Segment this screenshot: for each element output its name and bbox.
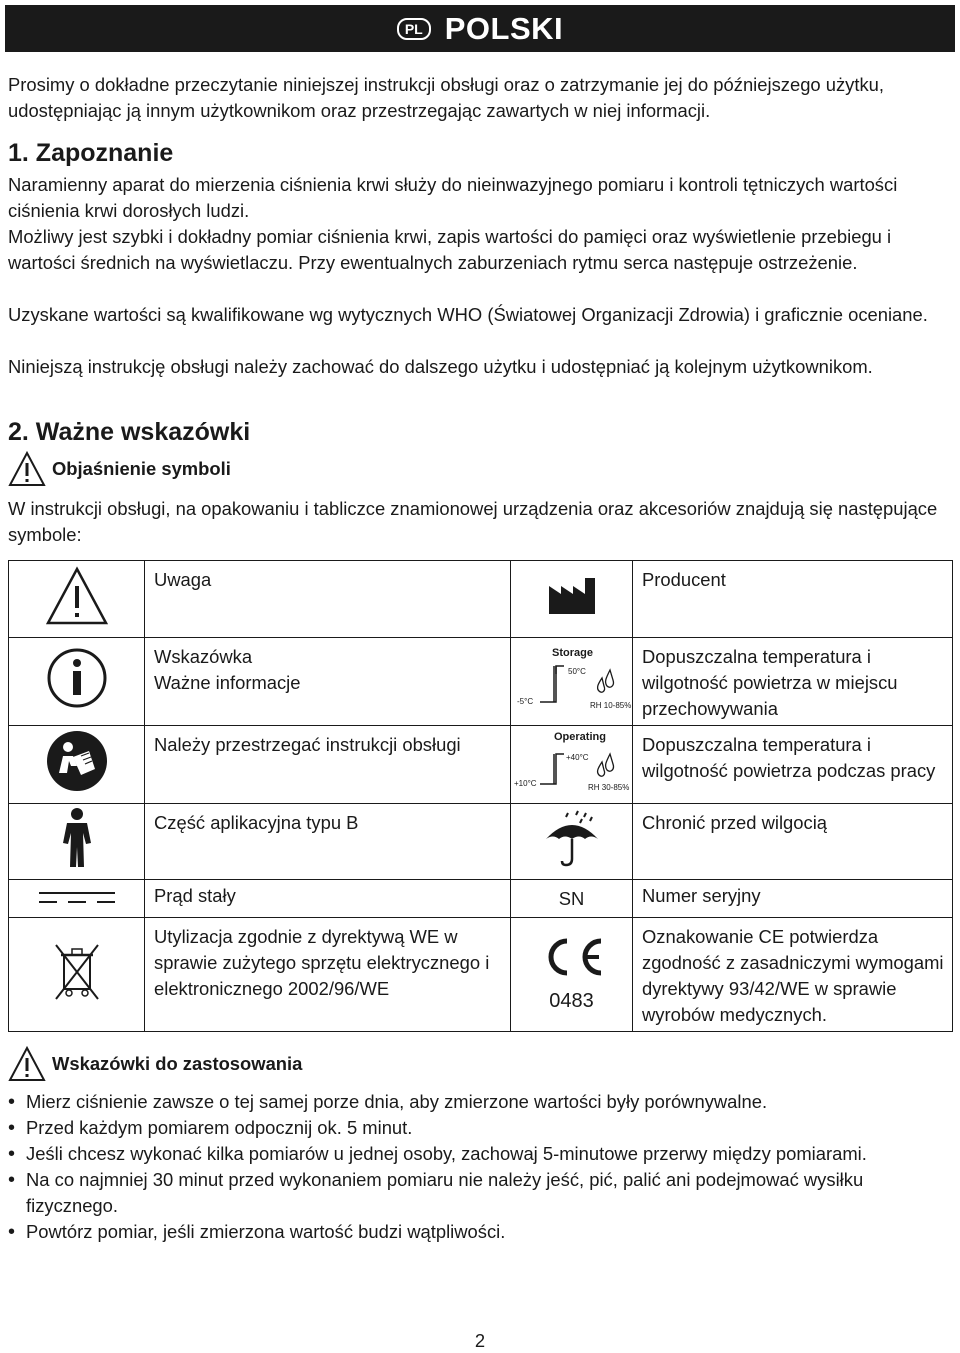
umbrella-rain-icon [542, 807, 602, 869]
icon-cell [9, 726, 145, 804]
storage-temp-low: -5°C [516, 697, 533, 706]
direct-current-icon [37, 889, 117, 905]
list-item: • Na co najmniej 30 minut przed wykonaniem pomiaru nie należy jeść, pić, palić ani podejmować wysiłku fizycznego. [8, 1167, 958, 1219]
usage-heading-label: Wskazówki do zastosowania [52, 1053, 303, 1074]
operating-label: Operating [553, 731, 606, 743]
type-b-applied-part-icon [57, 807, 97, 869]
weee-bin-icon [52, 939, 102, 1003]
storage-temp-high: 50°C [567, 667, 586, 676]
icon-cell [9, 638, 145, 726]
intro-paragraph: Prosimy o dokładne przeczytanie niniejszej instrukcji obsługi oraz o zatrzymanie jej do późniejszego użytku, udostępniając ją innym użytkownikom oraz przestrzegając zawartych w niej informacji. [8, 74, 885, 121]
factory-icon [547, 576, 597, 616]
symbol-description: Należy przestrzegać instrukcji obsługi [145, 726, 511, 804]
operating-conditions-icon [512, 726, 632, 796]
serial-number-symbol: SN [511, 880, 633, 918]
icon-cell [511, 561, 633, 638]
warning-triangle-icon [8, 451, 46, 487]
list-item: • Jeśli chcesz wykonać kilka pomiarów u jednej osoby, zachowaj 5-minutowe przerwy między pomiarami. [8, 1141, 958, 1167]
symbol-description-line: Wskazówka [154, 646, 253, 667]
storage-rh: RH 10-85% [589, 701, 631, 710]
usage-list [8, 1089, 958, 1245]
table-row [9, 880, 953, 918]
symbol-description: Część aplikacyjna typu B [145, 804, 511, 880]
icon-cell [9, 918, 145, 1032]
symbols-intro: W instrukcji obsługi, na opakowaniu i tabliczce znamionowej urządzenia oraz akcesoriów znajdują się następujące symbole: [8, 498, 938, 545]
symbol-description: Prąd stały [145, 880, 511, 918]
language-banner [5, 5, 955, 52]
storage-label: Storage [551, 647, 593, 659]
table-row [9, 726, 953, 804]
table-row [9, 561, 953, 638]
icon-cell [9, 804, 145, 880]
symbol-description: Numer seryjny [633, 880, 953, 918]
section-1-paragraph: Możliwy jest szybki i dokładny pomiar ciśnienia krwi, zapis wartości do pamięci oraz wyświetlenie przebiegu i wartości średnich na wyświetlaczu. Przy ewentualnych zaburzeniach rytmu serca następuje ostrzeżenie. [8, 226, 892, 273]
icon-cell [9, 561, 145, 638]
icon-cell [511, 726, 633, 804]
table-row [9, 918, 953, 1032]
section-1-heading: 1. Zapoznanie [8, 139, 174, 167]
storage-conditions-icon [512, 640, 632, 716]
symbol-description: Producent [633, 561, 953, 638]
warning-triangle-icon [45, 566, 109, 626]
table-row [9, 638, 953, 726]
language-badge: PL [397, 18, 431, 40]
language-title: POLSKI [444, 10, 564, 46]
ce-mark-icon [537, 937, 607, 977]
symbol-description: Dopuszczalna temperatura i wilgotność powietrza podczas pracy [633, 726, 953, 804]
page-number: 2 [474, 1330, 486, 1351]
info-icon [46, 647, 108, 709]
symbols-heading [8, 451, 231, 487]
section-1-paragraph: Uzyskane wartości są kwalifikowane wg wytycznych WHO (Światowej Organizacji Zdrowia) i graficznie oceniane. [8, 304, 928, 325]
operating-temp-low: +10°C [513, 779, 537, 788]
icon-cell [511, 638, 633, 726]
symbol-description: Chronić przed wilgocią [633, 804, 953, 880]
usage-heading [8, 1046, 302, 1082]
list-item: • Powtórz pomiar, jeśli zmierzona wartość budzi wątpliwości. [8, 1219, 958, 1245]
symbols-table [8, 560, 953, 1032]
symbol-description: Uwaga [145, 561, 511, 638]
section-2-heading: 2. Ważne wskazówki [8, 418, 251, 446]
table-row [9, 804, 953, 880]
icon-cell [511, 918, 633, 1032]
symbol-description [145, 638, 511, 726]
operating-temp-high: +40°C [565, 753, 589, 762]
symbols-heading-label: Objaśnienie symboli [52, 458, 231, 479]
symbol-description: Oznakowanie CE potwierdza zgodność z zasadniczymi wymogami dyrektywy 93/42/WE w sprawie wyrobów medycznych. [633, 918, 953, 1032]
operating-rh: RH 30-85% [587, 783, 629, 792]
symbol-description: Utylizacja zgodnie z dyrektywą WE w sprawie zużytego sprzętu elektrycznego i elektronicznego 2002/96/WE [145, 918, 511, 1032]
symbol-description: Dopuszczalna temperatura i wilgotność powietrza w miejscu przechowywania [633, 638, 953, 726]
ce-notified-body-number: 0483 [549, 990, 594, 1012]
section-1-paragraph: Naramienny aparat do mierzenia ciśnienia krwi służy do nieinwazyjnego pomiaru i kontroli tętniczych wartości ciśnienia krwi dorosłych ludzi. [8, 174, 898, 221]
list-item: • Mierz ciśnienie zawsze o tej samej porze dnia, aby zmierzone wartości były porównywalne. [8, 1089, 958, 1115]
icon-cell [9, 880, 145, 918]
read-manual-icon [45, 729, 109, 793]
section-1-paragraph: Niniejszą instrukcję obsługi należy zachować do dalszego użytku i udostępniać ją kolejnym użytkownikom. [8, 356, 873, 377]
icon-cell [511, 804, 633, 880]
warning-triangle-icon [8, 1046, 46, 1082]
symbol-description-line: Ważne informacje [154, 672, 301, 693]
list-item: • Przed każdym pomiarem odpocznij ok. 5 minut. [8, 1115, 958, 1141]
